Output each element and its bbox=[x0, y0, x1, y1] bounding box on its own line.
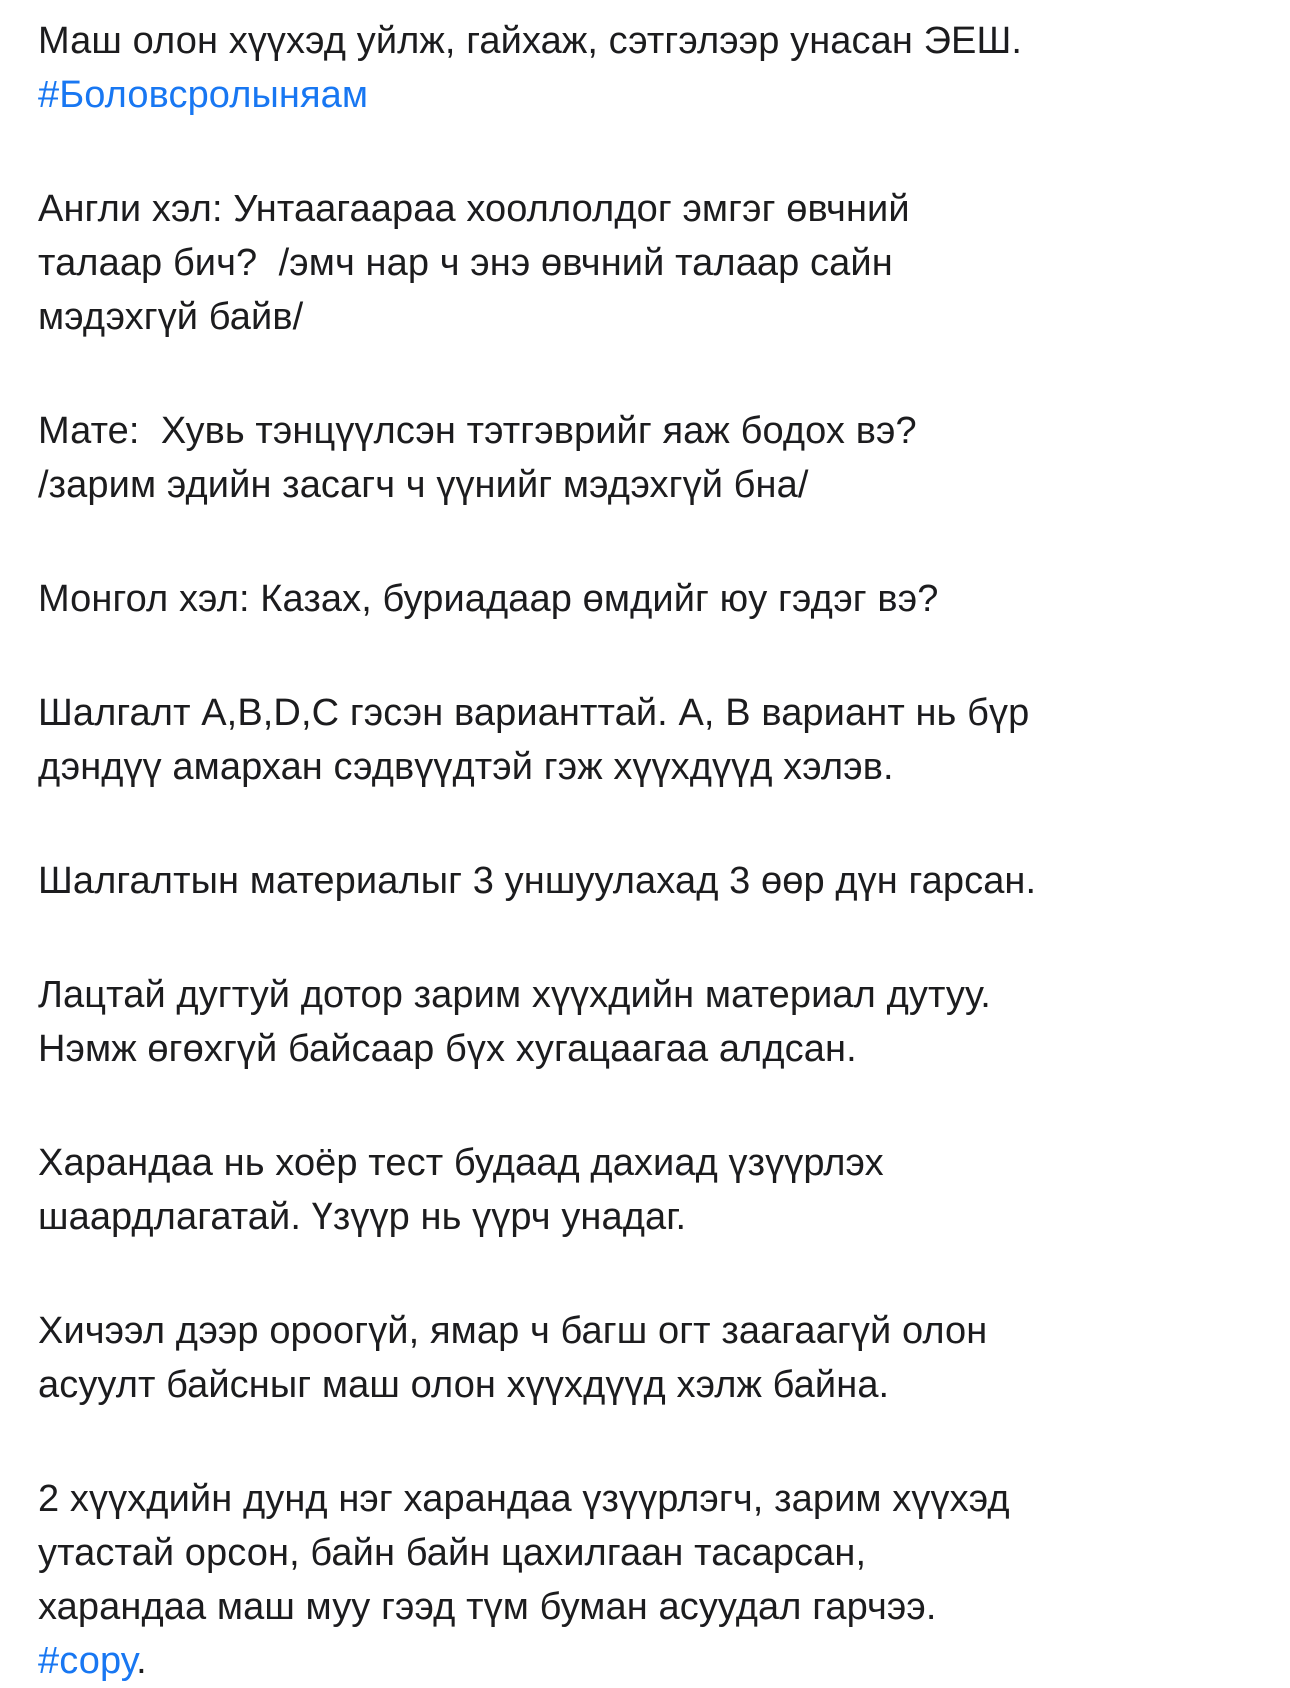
intro-line-1: Маш олон хүүхэд уйлж, гайхаж, сэтгэлээр унасан ЭЕШ. bbox=[38, 20, 1023, 62]
paragraph-variants bbox=[38, 686, 1278, 794]
english-line-3: мэдэхгүй байв/ bbox=[38, 296, 304, 338]
intro-hashtag-line bbox=[38, 68, 1278, 122]
paragraph-gap bbox=[38, 1244, 1278, 1304]
paragraph-gap bbox=[38, 512, 1278, 572]
mongolian-line-1: Монгол хэл: Казах, буриадаар өмдийг юу гэдэг вэ? bbox=[38, 578, 939, 620]
problems-line-1: 2 хүүхдийн дунд нэг харандаа үзүүрлэгч, зарим хүүхэд bbox=[38, 1478, 1010, 1520]
variants-line-2: дэндүү амархан сэдвүүдтэй гэж хүүхдүүд хэлэв. bbox=[38, 746, 894, 788]
hashtag-boloswrolynyaam[interactable]: #Боловсролыняам bbox=[38, 74, 369, 116]
paragraph-english bbox=[38, 182, 1278, 344]
paragraph-gap bbox=[38, 626, 1278, 686]
trailing-period: . bbox=[136, 1640, 147, 1682]
post-content bbox=[38, 14, 1278, 1688]
problems-line-2: утастай орсон, байн байн цахилгаан тасарсан, bbox=[38, 1532, 867, 1574]
paragraph-results bbox=[38, 854, 1278, 908]
problems-line-3: харандаа маш муу гээд түм буман асуудал гарчээ. bbox=[38, 1586, 937, 1628]
questions-line-2: асуулт байсныг маш олон хүүхдүүд хэлж байна. bbox=[38, 1364, 890, 1406]
hashtag-soru[interactable]: #сору bbox=[38, 1640, 137, 1682]
paragraph-gap bbox=[38, 1412, 1278, 1472]
paragraph-questions bbox=[38, 1304, 1278, 1412]
questions-line-1: Хичээл дээр ороогүй, ямар ч багш огт заагаагүй олон bbox=[38, 1310, 988, 1352]
math-line-2: /зарим эдийн засагч ч үүнийг мэдэхгүй бна/ bbox=[38, 464, 809, 506]
pencil-line-1: Харандаа нь хоёр тест будаад дахиад үзүүрлэх bbox=[38, 1142, 884, 1184]
post-body bbox=[38, 0, 1278, 1682]
paragraph-problems bbox=[38, 1472, 1278, 1688]
envelope-line-2: Нэмж өгөхгүй байсаар бүх хугацаагаа алдсан. bbox=[38, 1028, 857, 1070]
paragraph-pencil bbox=[38, 1136, 1278, 1244]
english-line-2: талаар бич? /эмч нар ч энэ өвчний талаар сайн bbox=[38, 242, 893, 284]
paragraph-mongolian bbox=[38, 572, 1278, 626]
paragraph-gap bbox=[38, 1076, 1278, 1136]
paragraph-gap bbox=[38, 794, 1278, 854]
variants-line-1: Шалгалт A,B,D,C гэсэн варианттай. А, В вариант нь бүр bbox=[38, 692, 1030, 734]
paragraph-gap bbox=[38, 908, 1278, 968]
paragraph-intro bbox=[38, 14, 1278, 122]
paragraph-math bbox=[38, 404, 1278, 512]
paragraph-gap bbox=[38, 344, 1278, 404]
math-line-1: Мате: Хувь тэнцүүлсэн тэтгэврийг яаж бодох вэ? bbox=[38, 410, 917, 452]
english-line-1: Англи хэл: Унтаагаараа хооллолдог эмгэг өвчний bbox=[38, 188, 910, 230]
results-line-1: Шалгалтын материалыг 3 уншуулахад 3 өөр дүн гарсан. bbox=[38, 860, 1037, 902]
problems-hashtag-line bbox=[38, 1634, 1278, 1688]
paragraph-envelope bbox=[38, 968, 1278, 1076]
paragraph-gap bbox=[38, 122, 1278, 182]
pencil-line-2: шаардлагатай. Үзүүр нь үүрч унадаг. bbox=[38, 1196, 687, 1238]
envelope-line-1: Лацтай дугтуй дотор зарим хүүхдийн материал дутуу. bbox=[38, 974, 991, 1016]
